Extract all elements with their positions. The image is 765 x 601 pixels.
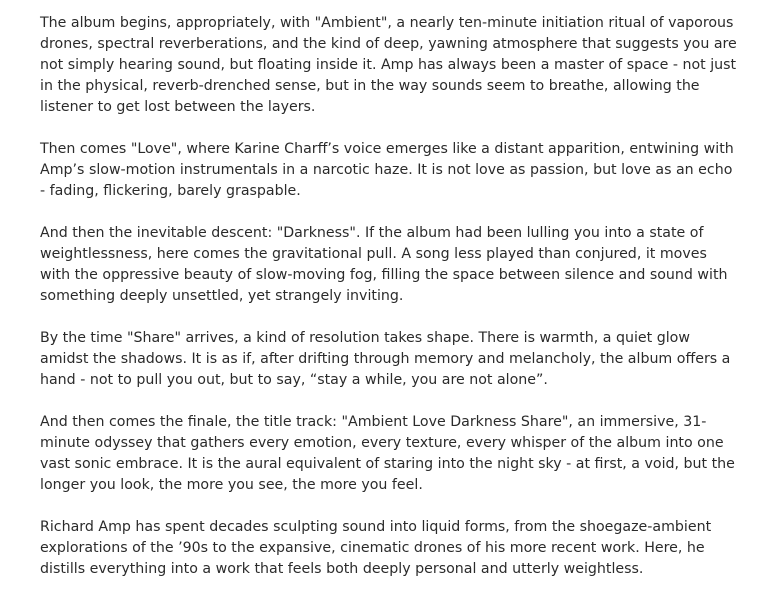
paragraph-ambient: The album begins, appropriately, with "Ambient", a nearly ten-minute initiation ritual of vaporous drones, spectral reverberations, and the kind of deep, yawning atmosphere that suggests you are not simply hearing sound, but floating inside it. Amp has always been a master of space - not just in the physical, reverb-drenched sense, but in the way sounds seem to breathe, allowing the listener to get lost between the layers. (40, 15, 737, 115)
article-body (40, 13, 740, 601)
paragraph-share: By the time "Share" arrives, a kind of resolution takes shape. There is warmth, a quiet glow amidst the shadows. It is as if, after drifting through memory and melancholy, the album offers a hand - not to pull you out, but to say, “stay a while, you are not alone”. (40, 330, 731, 388)
paragraph-darkness: And then the inevitable descent: "Darkness". If the album had been lulling you into a state of weightlessness, here comes the gravitational pull. A song less played than conjured, it moves with the oppressive beauty of slow-moving fog, filling the space between silence and sound with something deeply unsettled, yet strangely inviting. (40, 225, 728, 304)
paragraph-conclusion: Richard Amp has spent decades sculpting sound into liquid forms, from the shoegaze-ambient explorations of the ’90s to the expansive, cinematic drones of his more recent work. Here, he distills everything into a work that feels both deeply personal and utterly weightless. (40, 519, 712, 577)
paragraph-title-track: And then comes the finale, the title track: "Ambient Love Darkness Share", an immersive, 31-minute odyssey that gathers every emotion, every texture, every whisper of the album into one vast sonic embrace. It is the aural equivalent of staring into the night sky - at first, a void, but the longer you look, the more you see, the more you feel. (40, 414, 735, 493)
paragraph-love: Then comes "Love", where Karine Charff’s voice emerges like a distant apparition, entwining with Amp’s slow-motion instrumentals in a narcotic haze. It is not love as passion, but love as an echo - fading, flickering, barely graspable. (40, 141, 734, 199)
